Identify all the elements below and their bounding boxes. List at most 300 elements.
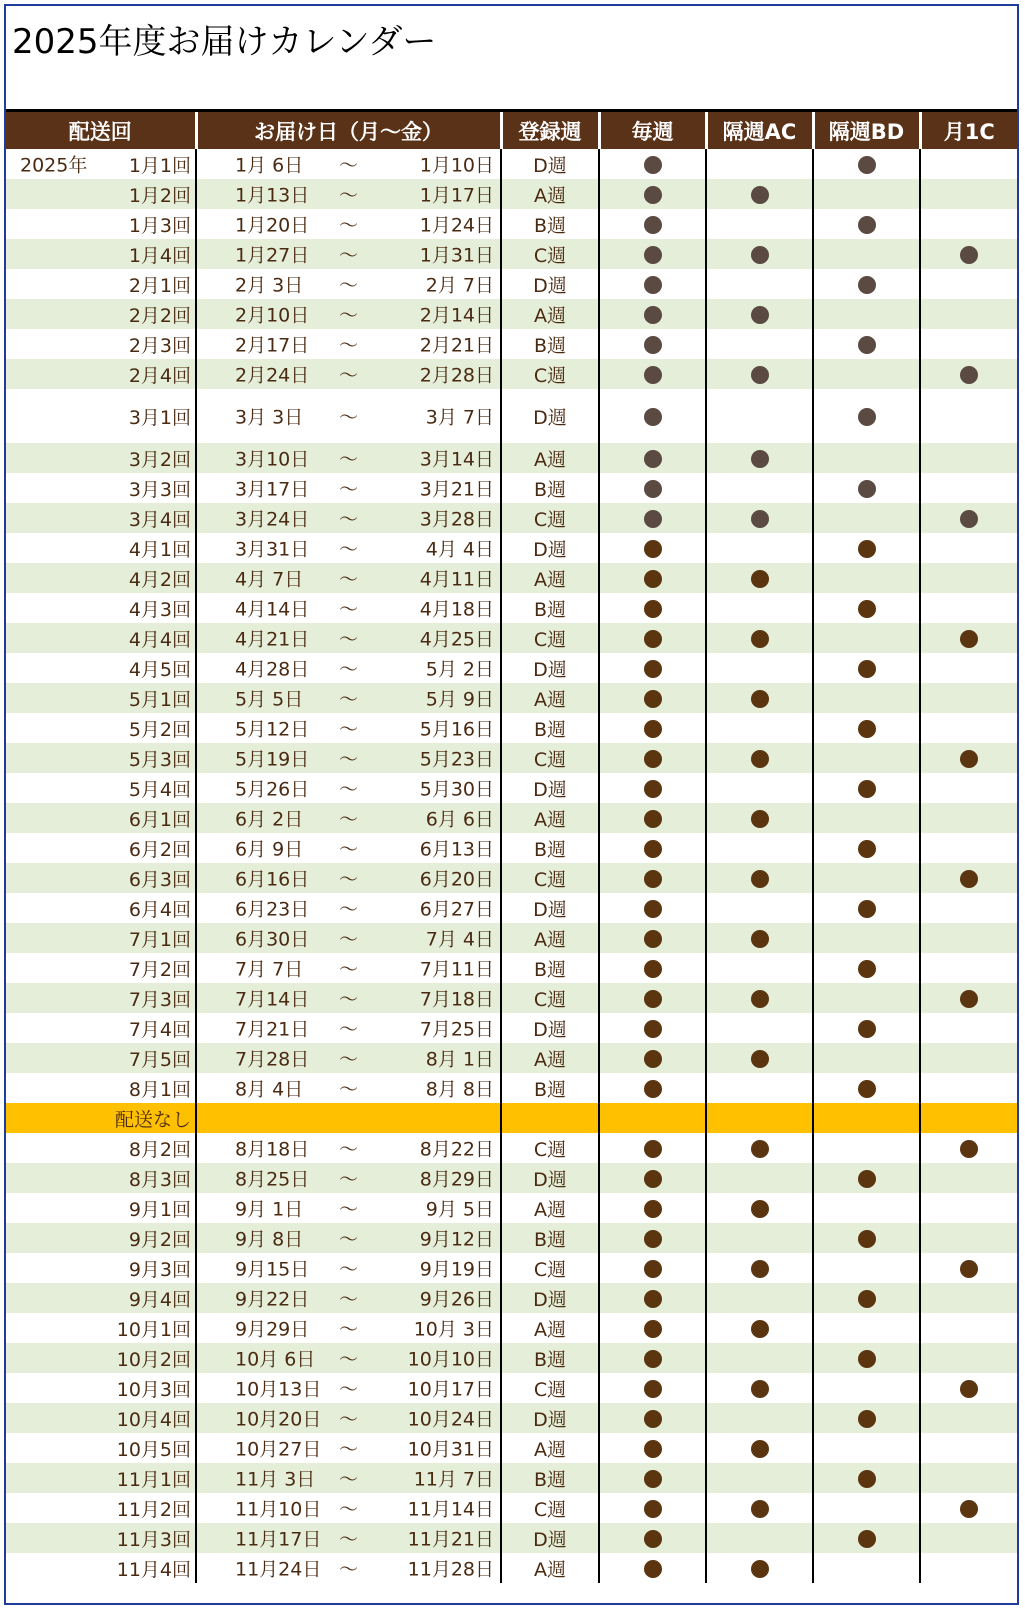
delivery-date-cell: [196, 713, 501, 743]
date-to: 1月24日: [419, 214, 494, 237]
delivery-dot-icon: [960, 1500, 978, 1518]
delivery-no: 3月2回: [128, 448, 191, 471]
delivery-dot-icon: [644, 366, 662, 384]
date-from: 1月20日: [235, 214, 310, 237]
weekly-mark-cell: [599, 923, 706, 953]
date-to: 2月 7日: [425, 274, 494, 297]
title-area: [6, 6, 1017, 112]
delivery-dot-icon: [858, 840, 876, 858]
weekly-mark-cell: [599, 563, 706, 593]
table-row: [6, 443, 1017, 473]
registered-week: C週: [501, 743, 599, 773]
delivery-date-cell: [196, 329, 501, 359]
biweekly-bd-mark-cell: [813, 863, 920, 893]
delivery-dot-icon: [751, 246, 769, 264]
biweekly-ac-mark-cell: [706, 1403, 813, 1433]
delivery-no: 6月3回: [128, 868, 191, 891]
biweekly-ac-mark-cell: [706, 743, 813, 773]
registered-week: D週: [501, 1403, 599, 1433]
delivery-date-cell: [196, 1493, 501, 1523]
delivery-dot-icon: [644, 660, 662, 678]
delivery-no: 9月2回: [128, 1228, 191, 1251]
biweekly-ac-mark-cell: [706, 1193, 813, 1223]
delivery-dot-icon: [644, 156, 662, 174]
delivery-date-cell: [196, 359, 501, 389]
delivery-dot-icon: [858, 1410, 876, 1428]
delivery-calendar-table: [6, 112, 1017, 1583]
date-from: 7月14日: [235, 988, 310, 1011]
biweekly-bd-mark-cell: [813, 1223, 920, 1253]
delivery-date-cell: [196, 863, 501, 893]
delivery-dot-icon: [751, 510, 769, 528]
delivery-date-cell: [196, 1523, 501, 1553]
registered-week: A週: [501, 803, 599, 833]
date-range-tilde: ～: [339, 1438, 359, 1461]
biweekly-bd-mark-cell: [813, 1043, 920, 1073]
delivery-dot-icon: [644, 930, 662, 948]
delivery-no-cell: [6, 1553, 196, 1583]
delivery-no: 3月4回: [128, 508, 191, 531]
date-to: 2月14日: [419, 304, 494, 327]
biweekly-ac-mark-cell: [706, 923, 813, 953]
date-range-tilde: ～: [339, 1498, 359, 1521]
weekly-mark-cell: [599, 329, 706, 359]
date-from: 4月28日: [235, 658, 310, 681]
table-row: [6, 593, 1017, 623]
delivery-no-cell: [6, 329, 196, 359]
weekly-mark-cell: [599, 443, 706, 473]
biweekly-bd-mark-cell: [813, 1013, 920, 1043]
delivery-date-cell: [196, 773, 501, 803]
delivery-no-cell: [6, 179, 196, 209]
table-row: [6, 743, 1017, 773]
biweekly-bd-mark-cell: [813, 473, 920, 503]
delivery-date-cell: [196, 983, 501, 1013]
registered-week: C週: [501, 623, 599, 653]
biweekly-bd-mark-cell: [813, 773, 920, 803]
biweekly-bd-mark-cell: [813, 503, 920, 533]
biweekly-bd-mark-cell: [813, 743, 920, 773]
biweekly-ac-mark-cell: [706, 299, 813, 329]
date-from: 9月29日: [235, 1318, 310, 1341]
registered-week: D週: [501, 269, 599, 299]
monthly-c-mark-cell: [920, 593, 1017, 623]
delivery-no: 4月3回: [128, 598, 191, 621]
monthly-c-mark-cell: [920, 239, 1017, 269]
date-from: 1月 6日: [235, 154, 304, 177]
biweekly-bd-mark-cell: [813, 593, 920, 623]
delivery-date-cell: [196, 953, 501, 983]
monthly-c-mark-cell: [920, 683, 1017, 713]
biweekly-ac-mark-cell: [706, 713, 813, 743]
delivery-dot-icon: [751, 1050, 769, 1068]
biweekly-bd-mark-cell: [813, 389, 920, 443]
delivery-dot-icon: [644, 750, 662, 768]
delivery-no: 9月1回: [128, 1198, 191, 1221]
registered-week: C週: [501, 1133, 599, 1163]
delivery-no-cell: [6, 269, 196, 299]
biweekly-ac-mark-cell: [706, 473, 813, 503]
weekly-mark-cell: [599, 1553, 706, 1583]
date-to: 5月23日: [419, 748, 494, 771]
weekly-mark-cell: [599, 149, 706, 179]
delivery-dot-icon: [858, 1020, 876, 1038]
table-row: [6, 893, 1017, 923]
delivery-date-cell: [196, 743, 501, 773]
registered-week: A週: [501, 1193, 599, 1223]
date-to: 5月16日: [419, 718, 494, 741]
date-range-tilde: ～: [339, 1378, 359, 1401]
delivery-dot-icon: [751, 1380, 769, 1398]
date-to: 7月 4日: [425, 928, 494, 951]
delivery-dot-icon: [858, 900, 876, 918]
registered-week: A週: [501, 179, 599, 209]
weekly-mark-cell: [599, 209, 706, 239]
table-row: [6, 473, 1017, 503]
delivery-date-cell: [196, 533, 501, 563]
monthly-c-mark-cell: [920, 1073, 1017, 1103]
delivery-dot-icon: [751, 1200, 769, 1218]
delivery-date-cell: [196, 593, 501, 623]
date-to: 3月 7日: [425, 406, 494, 429]
table-row: [6, 149, 1017, 179]
biweekly-ac-mark-cell: [706, 1493, 813, 1523]
delivery-dot-icon: [644, 1350, 662, 1368]
registered-week: C週: [501, 503, 599, 533]
delivery-no: 10月1回: [116, 1318, 191, 1341]
date-to: 3月28日: [419, 508, 494, 531]
registered-week: A週: [501, 1313, 599, 1343]
delivery-no: 6月1回: [128, 808, 191, 831]
biweekly-bd-mark-cell: [813, 653, 920, 683]
delivery-no-cell: [6, 149, 196, 179]
biweekly-bd-mark-cell: [813, 803, 920, 833]
date-from: 9月22日: [235, 1288, 310, 1311]
table-row: [6, 1133, 1017, 1163]
delivery-dot-icon: [751, 366, 769, 384]
weekly-mark-cell: [599, 593, 706, 623]
biweekly-bd-mark-cell: [813, 299, 920, 329]
date-range-tilde: ～: [339, 154, 359, 177]
biweekly-bd-mark-cell: [813, 1313, 920, 1343]
delivery-dot-icon: [960, 1140, 978, 1158]
date-range-tilde: ～: [339, 808, 359, 831]
biweekly-ac-mark-cell: [706, 953, 813, 983]
date-from: 7月21日: [235, 1018, 310, 1041]
weekly-mark-cell: [599, 503, 706, 533]
date-to: 5月30日: [419, 778, 494, 801]
delivery-dot-icon: [644, 216, 662, 234]
table-row: [6, 1223, 1017, 1253]
date-to: 8月 8日: [425, 1078, 494, 1101]
delivery-no: 9月4回: [128, 1288, 191, 1311]
date-to: 7月11日: [419, 958, 494, 981]
date-to: 9月26日: [419, 1288, 494, 1311]
date-range-tilde: ～: [339, 508, 359, 531]
delivery-date-cell: [196, 239, 501, 269]
date-from: 5月19日: [235, 748, 310, 771]
delivery-dot-icon: [960, 750, 978, 768]
monthly-c-mark-cell: [920, 1193, 1017, 1223]
delivery-date-cell: [196, 1373, 501, 1403]
delivery-date-cell: [196, 803, 501, 833]
delivery-no: 10月5回: [116, 1438, 191, 1461]
date-to: 11月28日: [407, 1558, 494, 1581]
monthly-c-mark-cell: [920, 1553, 1017, 1583]
weekly-mark-cell: [599, 1373, 706, 1403]
registered-week: C週: [501, 239, 599, 269]
delivery-dot-icon: [644, 1530, 662, 1548]
registered-week: A週: [501, 443, 599, 473]
date-to: 10月 3日: [413, 1318, 494, 1341]
date-range-tilde: ～: [339, 838, 359, 861]
biweekly-ac-mark-cell: [706, 1553, 813, 1583]
delivery-no: 11月3回: [116, 1528, 191, 1551]
delivery-dot-icon: [644, 810, 662, 828]
delivery-no: 3月1回: [128, 406, 191, 429]
biweekly-bd-mark-cell: [813, 1073, 920, 1103]
biweekly-bd-mark-cell: [813, 149, 920, 179]
weekly-mark-cell: [599, 893, 706, 923]
delivery-no: 7月2回: [128, 958, 191, 981]
table-row: [6, 269, 1017, 299]
date-from: 6月 9日: [235, 838, 304, 861]
delivery-no: 7月3回: [128, 988, 191, 1011]
delivery-dot-icon: [751, 450, 769, 468]
delivery-no-cell: [6, 563, 196, 593]
date-range-tilde: ～: [339, 958, 359, 981]
monthly-c-mark-cell: [920, 209, 1017, 239]
delivery-dot-icon: [644, 720, 662, 738]
no-delivery-row: [6, 1103, 1017, 1133]
monthly-c-mark-cell: [920, 1133, 1017, 1163]
table-row: [6, 803, 1017, 833]
table-row: [6, 1073, 1017, 1103]
delivery-no-cell: [6, 443, 196, 473]
date-to: 7月25日: [419, 1018, 494, 1041]
delivery-no-cell: [6, 893, 196, 923]
biweekly-bd-mark-cell: [813, 1253, 920, 1283]
delivery-no-cell: [6, 1133, 196, 1163]
delivery-dot-icon: [644, 186, 662, 204]
delivery-dot-icon: [644, 540, 662, 558]
registered-week: D週: [501, 1283, 599, 1313]
delivery-no: 7月5回: [128, 1048, 191, 1071]
registered-week: A週: [501, 683, 599, 713]
registered-week: D週: [501, 1163, 599, 1193]
delivery-date-cell: [196, 299, 501, 329]
registered-week: D週: [501, 1013, 599, 1043]
delivery-dot-icon: [644, 480, 662, 498]
biweekly-bd-mark-cell: [813, 1523, 920, 1553]
delivery-dot-icon: [644, 690, 662, 708]
monthly-c-mark-cell: [920, 1253, 1017, 1283]
monthly-c-mark-cell: [920, 1043, 1017, 1073]
monthly-c-mark-cell: [920, 863, 1017, 893]
date-to: 10月17日: [407, 1378, 494, 1401]
biweekly-bd-mark-cell: [813, 713, 920, 743]
registered-week: A週: [501, 1553, 599, 1583]
date-from: 8月18日: [235, 1138, 310, 1161]
table-row: [6, 1553, 1017, 1583]
delivery-dot-icon: [960, 510, 978, 528]
delivery-no-cell: [6, 239, 196, 269]
delivery-no: 5月1回: [128, 688, 191, 711]
delivery-no-cell: [6, 713, 196, 743]
registered-week: B週: [501, 833, 599, 863]
delivery-dot-icon: [858, 1170, 876, 1188]
delivery-no-cell: [6, 593, 196, 623]
weekly-mark-cell: [599, 863, 706, 893]
biweekly-bd-mark-cell: [813, 623, 920, 653]
registered-week: B週: [501, 329, 599, 359]
delivery-dot-icon: [644, 630, 662, 648]
table-row: [6, 1343, 1017, 1373]
date-range-tilde: ～: [339, 748, 359, 771]
delivery-dot-icon: [960, 1380, 978, 1398]
date-from: 5月 5日: [235, 688, 304, 711]
date-from: 11月 3日: [235, 1468, 316, 1491]
date-from: 4月21日: [235, 628, 310, 651]
registered-week: C週: [501, 359, 599, 389]
date-from: 9月15日: [235, 1258, 310, 1281]
delivery-dot-icon: [858, 1530, 876, 1548]
delivery-dot-icon: [644, 1260, 662, 1278]
table-row: [6, 1253, 1017, 1283]
delivery-no-cell: [6, 503, 196, 533]
delivery-date-cell: [196, 1463, 501, 1493]
delivery-dot-icon: [751, 1320, 769, 1338]
monthly-c-mark-cell: [920, 1223, 1017, 1253]
delivery-dot-icon: [751, 1500, 769, 1518]
registered-week: C週: [501, 1373, 599, 1403]
weekly-mark-cell: [599, 803, 706, 833]
registered-week: B週: [501, 1343, 599, 1373]
delivery-date-cell: [196, 1013, 501, 1043]
delivery-no-cell: [6, 923, 196, 953]
date-from: 8月25日: [235, 1168, 310, 1191]
delivery-date-cell: [196, 1433, 501, 1463]
weekly-mark-cell: [599, 1433, 706, 1463]
delivery-no-cell: [6, 1193, 196, 1223]
delivery-dot-icon: [858, 1470, 876, 1488]
monthly-c-mark-cell: [920, 983, 1017, 1013]
biweekly-ac-mark-cell: [706, 653, 813, 683]
biweekly-ac-mark-cell: [706, 443, 813, 473]
delivery-dot-icon: [644, 1380, 662, 1398]
registered-week: B週: [501, 953, 599, 983]
delivery-no: 10月4回: [116, 1408, 191, 1431]
table-row: [6, 923, 1017, 953]
delivery-date-cell: [196, 443, 501, 473]
table-row: [6, 239, 1017, 269]
date-range-tilde: ～: [339, 1168, 359, 1191]
date-to: 1月17日: [419, 184, 494, 207]
registered-week: D週: [501, 149, 599, 179]
biweekly-bd-mark-cell: [813, 329, 920, 359]
date-from: 1月27日: [235, 244, 310, 267]
biweekly-bd-mark-cell: [813, 1463, 920, 1493]
date-to: 6月20日: [419, 868, 494, 891]
date-to: 8月29日: [419, 1168, 494, 1191]
delivery-dot-icon: [858, 336, 876, 354]
biweekly-ac-mark-cell: [706, 1523, 813, 1553]
delivery-date-cell: [196, 149, 501, 179]
date-from: 10月27日: [235, 1438, 322, 1461]
page-title: 2025年度お届けカレンダー: [12, 22, 437, 62]
biweekly-ac-mark-cell: [706, 329, 813, 359]
date-to: 10月31日: [407, 1438, 494, 1461]
weekly-mark-cell: [599, 239, 706, 269]
biweekly-bd-mark-cell: [813, 923, 920, 953]
biweekly-ac-mark-cell: [706, 1043, 813, 1073]
delivery-no-cell: [6, 359, 196, 389]
delivery-no-cell: [6, 389, 196, 443]
delivery-dot-icon: [644, 1440, 662, 1458]
delivery-dot-icon: [644, 1320, 662, 1338]
delivery-no: 1月3回: [128, 214, 191, 237]
date-from: 10月13日: [235, 1378, 322, 1401]
delivery-dot-icon: [858, 660, 876, 678]
weekly-mark-cell: [599, 299, 706, 329]
delivery-dot-icon: [644, 336, 662, 354]
date-from: 6月30日: [235, 928, 310, 951]
weekly-mark-cell: [599, 1163, 706, 1193]
delivery-date-cell: [196, 1163, 501, 1193]
date-range-tilde: ～: [339, 1408, 359, 1431]
biweekly-bd-mark-cell: [813, 953, 920, 983]
empty-cell: [196, 1103, 501, 1133]
date-from: 11月24日: [235, 1558, 322, 1581]
delivery-dot-icon: [644, 840, 662, 858]
monthly-c-mark-cell: [920, 923, 1017, 953]
date-from: 7月28日: [235, 1048, 310, 1071]
delivery-date-cell: [196, 1553, 501, 1583]
delivery-dot-icon: [858, 780, 876, 798]
delivery-dot-icon: [960, 366, 978, 384]
weekly-mark-cell: [599, 1313, 706, 1343]
delivery-date-cell: [196, 893, 501, 923]
biweekly-ac-mark-cell: [706, 1073, 813, 1103]
monthly-c-mark-cell: [920, 803, 1017, 833]
table-row: [6, 1373, 1017, 1403]
delivery-no-cell: [6, 1253, 196, 1283]
date-from: 4月 7日: [235, 568, 304, 591]
table-row: [6, 683, 1017, 713]
biweekly-bd-mark-cell: [813, 179, 920, 209]
biweekly-bd-mark-cell: [813, 1493, 920, 1523]
table-row: [6, 389, 1017, 443]
delivery-dot-icon: [858, 1230, 876, 1248]
delivery-dot-icon: [751, 690, 769, 708]
monthly-c-mark-cell: [920, 773, 1017, 803]
delivery-no-cell: [6, 653, 196, 683]
delivery-no: 2月4回: [128, 364, 191, 387]
delivery-date-cell: [196, 1193, 501, 1223]
weekly-mark-cell: [599, 1343, 706, 1373]
registered-week: D週: [501, 533, 599, 563]
date-range-tilde: ～: [339, 1018, 359, 1041]
date-range-tilde: ～: [339, 1528, 359, 1551]
delivery-no-cell: [6, 533, 196, 563]
biweekly-bd-mark-cell: [813, 833, 920, 863]
table-row: [6, 503, 1017, 533]
delivery-no-cell: [6, 1103, 196, 1133]
delivery-no-cell: [6, 803, 196, 833]
biweekly-bd-mark-cell: [813, 893, 920, 923]
header-row: [6, 112, 1017, 149]
date-from: 5月12日: [235, 718, 310, 741]
